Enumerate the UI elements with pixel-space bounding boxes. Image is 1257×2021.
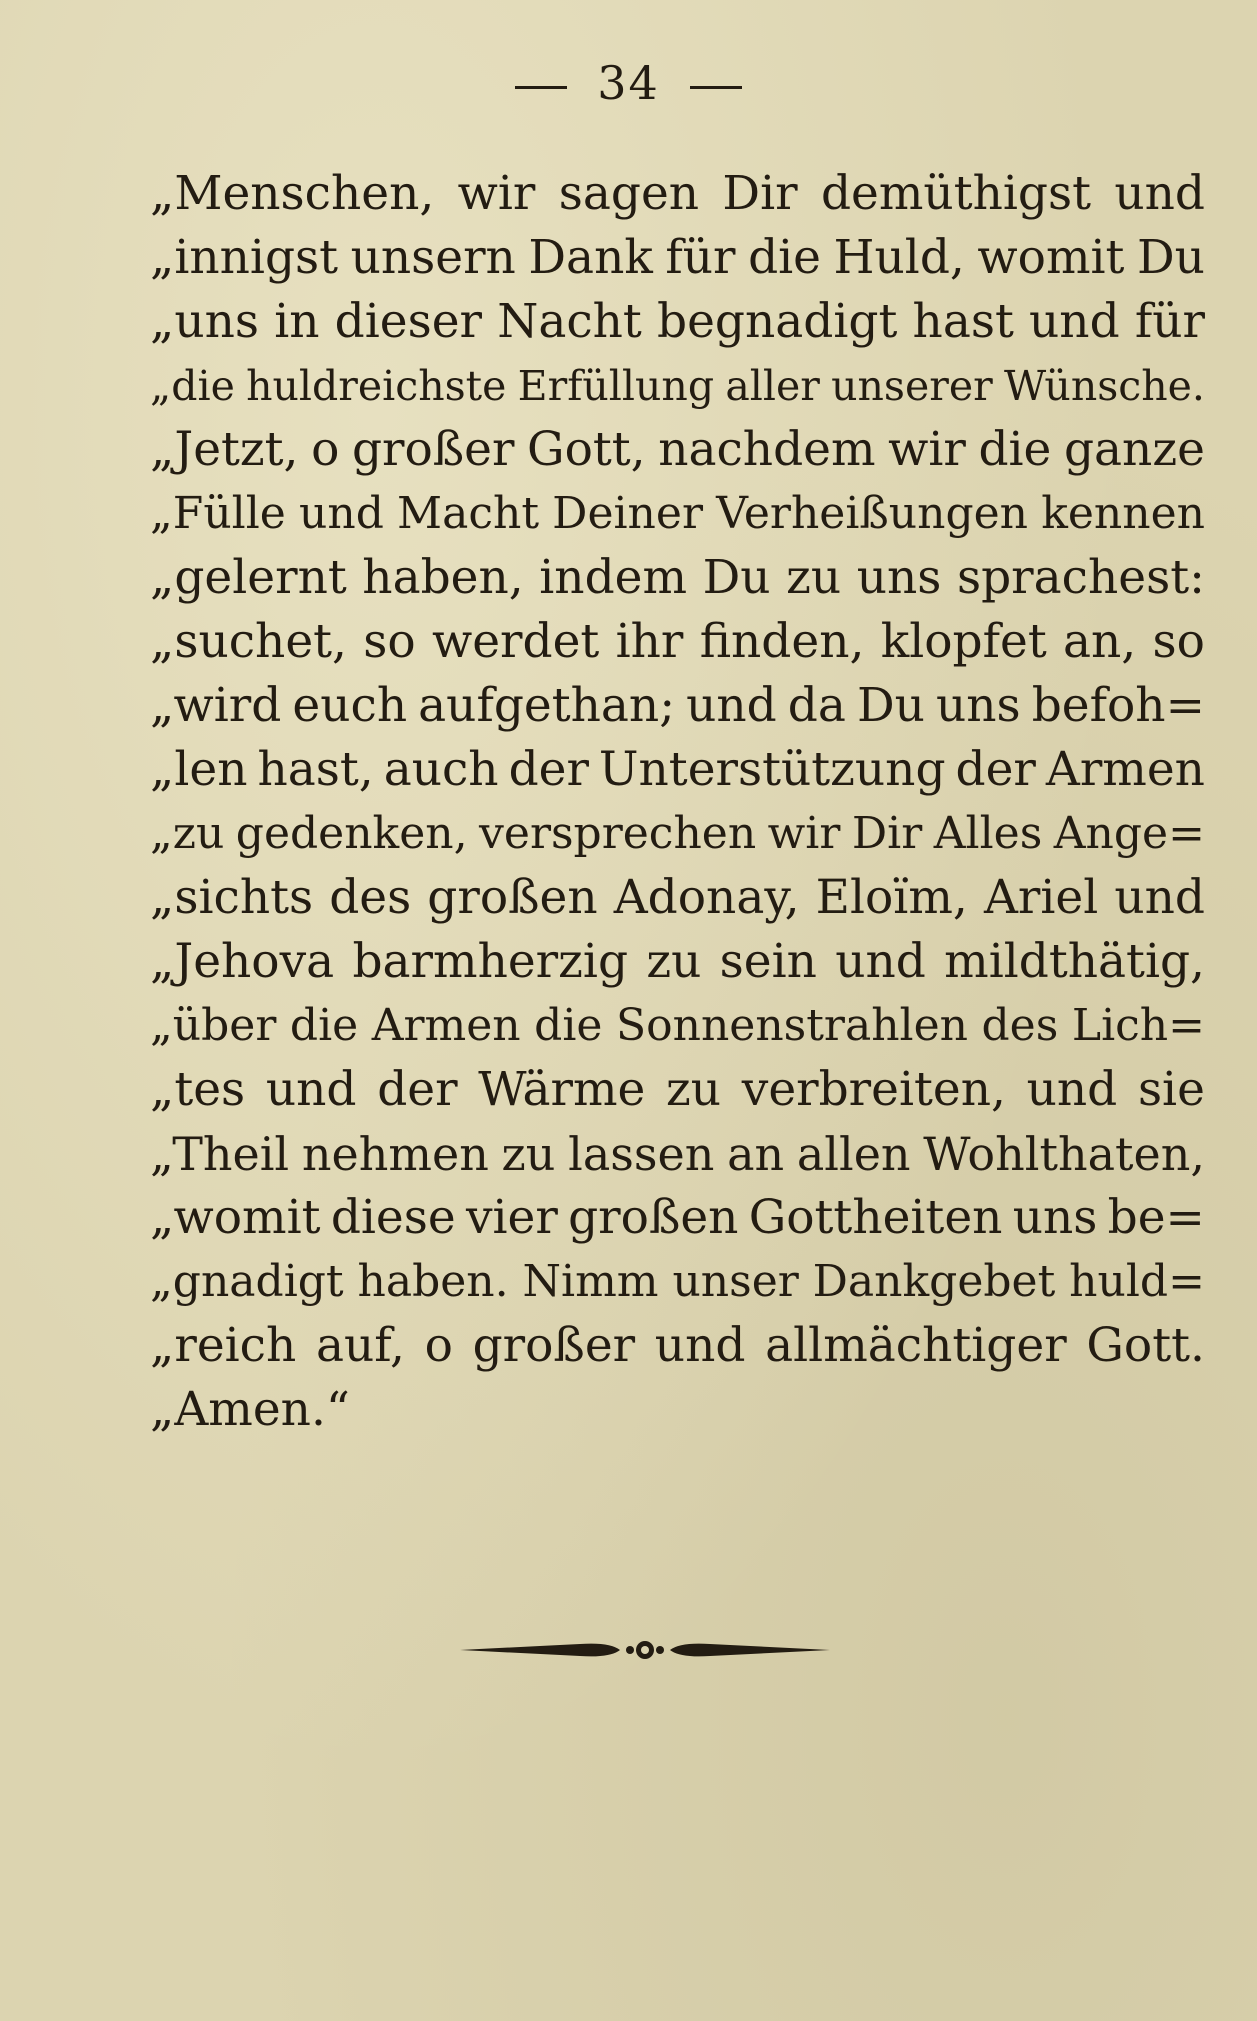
text-line: [150, 1186, 1205, 1250]
word: finden,: [699, 614, 865, 669]
word: und: [654, 1318, 746, 1373]
word: „Amen.“: [150, 1382, 350, 1437]
word: und: [686, 678, 777, 733]
word: Deiner: [552, 488, 703, 539]
word: werdet: [432, 614, 600, 669]
text-line: [150, 610, 1205, 674]
word: nachdem: [658, 422, 876, 477]
text-line: [150, 1250, 1205, 1314]
word: Nimm: [522, 1256, 659, 1307]
word: Dir: [851, 808, 923, 859]
word: des: [981, 1000, 1059, 1051]
word: und: [1026, 1062, 1118, 1117]
word: euch: [292, 678, 408, 733]
word: Huld,: [833, 230, 965, 285]
word: mildthätig,: [944, 934, 1205, 989]
text-line: [150, 866, 1205, 930]
word: „womit: [150, 1190, 321, 1245]
word: nehmen: [301, 1127, 489, 1181]
word: Gott.: [1086, 1318, 1205, 1373]
word: haben,: [362, 550, 524, 605]
word: großer: [351, 422, 515, 477]
word: uns: [856, 550, 942, 605]
text-line: [150, 1058, 1205, 1122]
word: sprachest:: [956, 550, 1205, 605]
text-line: [150, 354, 1205, 418]
word: großer: [472, 1318, 636, 1373]
word: zu: [646, 934, 702, 989]
word: Dank: [528, 230, 653, 285]
word: für: [665, 230, 736, 285]
word: Sonnenstrahlen: [615, 1000, 968, 1051]
word: huldreichste: [246, 362, 507, 410]
word: sie: [1137, 1062, 1205, 1117]
word: so: [1152, 614, 1205, 669]
word: zu: [786, 550, 842, 605]
body-text: [150, 162, 1205, 1442]
word: der: [508, 742, 589, 797]
word: „die: [150, 362, 235, 410]
word: unsern: [350, 230, 516, 285]
word: und: [1114, 870, 1205, 925]
word: Eloïm,: [815, 870, 968, 925]
word: Armen: [1045, 742, 1205, 797]
word: und: [1029, 294, 1120, 349]
word: Dankgebet: [812, 1256, 1056, 1307]
text-line: [150, 738, 1205, 802]
word: „tes: [150, 1062, 246, 1117]
word: an,: [1063, 614, 1137, 669]
word: unserer: [831, 362, 993, 410]
word: uns: [1012, 1190, 1098, 1245]
word: diese: [330, 1190, 456, 1245]
word: und: [265, 1062, 357, 1117]
word: befoh=: [1031, 678, 1205, 733]
word: Erfüllung: [517, 362, 715, 410]
page-number-header: [0, 56, 1257, 110]
word: auch: [383, 742, 499, 797]
word: Lich=: [1071, 1000, 1205, 1051]
word: begnadigt: [657, 294, 898, 349]
text-line: [150, 482, 1205, 546]
word: „Fülle: [150, 488, 286, 539]
word: o: [311, 422, 340, 477]
word: „gelernt: [150, 550, 347, 605]
word: „sichts: [150, 870, 314, 925]
word: zu: [666, 1062, 722, 1117]
text-line: [150, 226, 1205, 290]
word: da: [787, 678, 846, 733]
right-dash: [690, 86, 742, 89]
word: „Jehova: [150, 934, 335, 989]
word: unser: [672, 1256, 799, 1307]
text-line: [150, 802, 1205, 866]
word: „Theil: [150, 1127, 290, 1181]
word: Alles: [933, 808, 1043, 859]
page-number: 34: [597, 56, 660, 110]
word: „innigst: [150, 230, 339, 285]
word: Gott,: [527, 422, 646, 477]
word: Du: [702, 550, 771, 605]
word: hast: [912, 294, 1014, 349]
word: „gnadigt: [150, 1256, 344, 1307]
word: „Jetzt,: [150, 422, 299, 477]
word: „wird: [150, 678, 282, 733]
word: für: [1134, 294, 1205, 349]
word: ihr: [615, 614, 684, 669]
word: Dir: [722, 166, 798, 221]
ornament-divider: [460, 1630, 830, 1670]
word: Wohlthaten,: [923, 1127, 1205, 1181]
word: in: [274, 294, 320, 349]
word: Wünsche.: [1003, 362, 1205, 410]
word: Ariel: [983, 870, 1099, 925]
text-line: [150, 674, 1205, 738]
word: „reich: [150, 1318, 297, 1373]
word: und: [1114, 166, 1205, 221]
word: demüthigst: [820, 166, 1091, 221]
text-line: [150, 994, 1205, 1058]
word: Du: [856, 678, 925, 733]
word: klopfet: [880, 614, 1047, 669]
word: sagen: [558, 166, 700, 221]
word: die: [289, 1000, 359, 1051]
word: „len: [150, 742, 248, 797]
word: versprechen: [479, 808, 757, 859]
text-line: [150, 930, 1205, 994]
word: kennen: [1041, 488, 1205, 539]
word: „uns: [150, 294, 260, 349]
word: Verheißungen: [716, 488, 1029, 539]
word: zu: [501, 1127, 556, 1181]
word: die: [534, 1000, 603, 1051]
word: womit: [977, 230, 1125, 285]
text-line: [150, 290, 1205, 354]
word: be=: [1107, 1190, 1205, 1245]
word: allmächtiger: [765, 1318, 1067, 1373]
word: Unterstützung: [598, 742, 946, 797]
word: vier: [465, 1190, 558, 1245]
word: sein: [719, 934, 817, 989]
text-line: [150, 1314, 1205, 1378]
text-line: [150, 162, 1205, 226]
word: hast,: [257, 742, 374, 797]
word: wir: [457, 166, 536, 221]
word: „suchet,: [150, 614, 347, 669]
word: haben.: [357, 1256, 509, 1307]
word: so: [363, 614, 416, 669]
word: und: [835, 934, 926, 989]
word: ganze: [1063, 422, 1205, 477]
left-dash: [515, 86, 567, 89]
word: Du: [1136, 230, 1205, 285]
word: „zu: [150, 808, 225, 859]
word: wir: [767, 808, 841, 859]
word: lassen: [568, 1127, 715, 1181]
word: Macht: [397, 488, 539, 539]
word: „über: [150, 1000, 277, 1051]
word: der: [377, 1062, 458, 1117]
word: Armen: [371, 1000, 521, 1051]
word: dieser: [334, 294, 483, 349]
text-line: [150, 418, 1205, 482]
word: großen: [568, 1190, 739, 1245]
word: auf,: [315, 1318, 405, 1373]
word: Adonay,: [613, 870, 800, 925]
word: barmherzig: [352, 934, 629, 989]
word: indem: [539, 550, 688, 605]
word: gedenken,: [235, 808, 468, 859]
word: huld=: [1069, 1256, 1205, 1307]
word: aufgethan;: [418, 678, 676, 733]
text-line: [150, 546, 1205, 610]
text-line: [150, 1122, 1205, 1186]
word: o: [424, 1318, 453, 1373]
word: Ange=: [1053, 808, 1205, 859]
word: allen: [796, 1127, 911, 1181]
word: uns: [935, 678, 1021, 733]
word: wir: [888, 422, 966, 477]
text-line: [150, 1378, 1205, 1442]
word: verbreiten,: [741, 1062, 1006, 1117]
word: „Menschen,: [150, 166, 435, 221]
word: an: [727, 1127, 785, 1181]
word: des: [329, 870, 412, 925]
word: die: [748, 230, 821, 285]
word: Nacht: [497, 294, 642, 349]
word: der: [955, 742, 1036, 797]
word: die: [978, 422, 1052, 477]
word: und: [299, 488, 384, 539]
word: Wärme: [478, 1062, 646, 1117]
word: Gottheiten: [748, 1190, 1003, 1245]
word: großen: [427, 870, 598, 925]
word: aller: [725, 362, 820, 410]
